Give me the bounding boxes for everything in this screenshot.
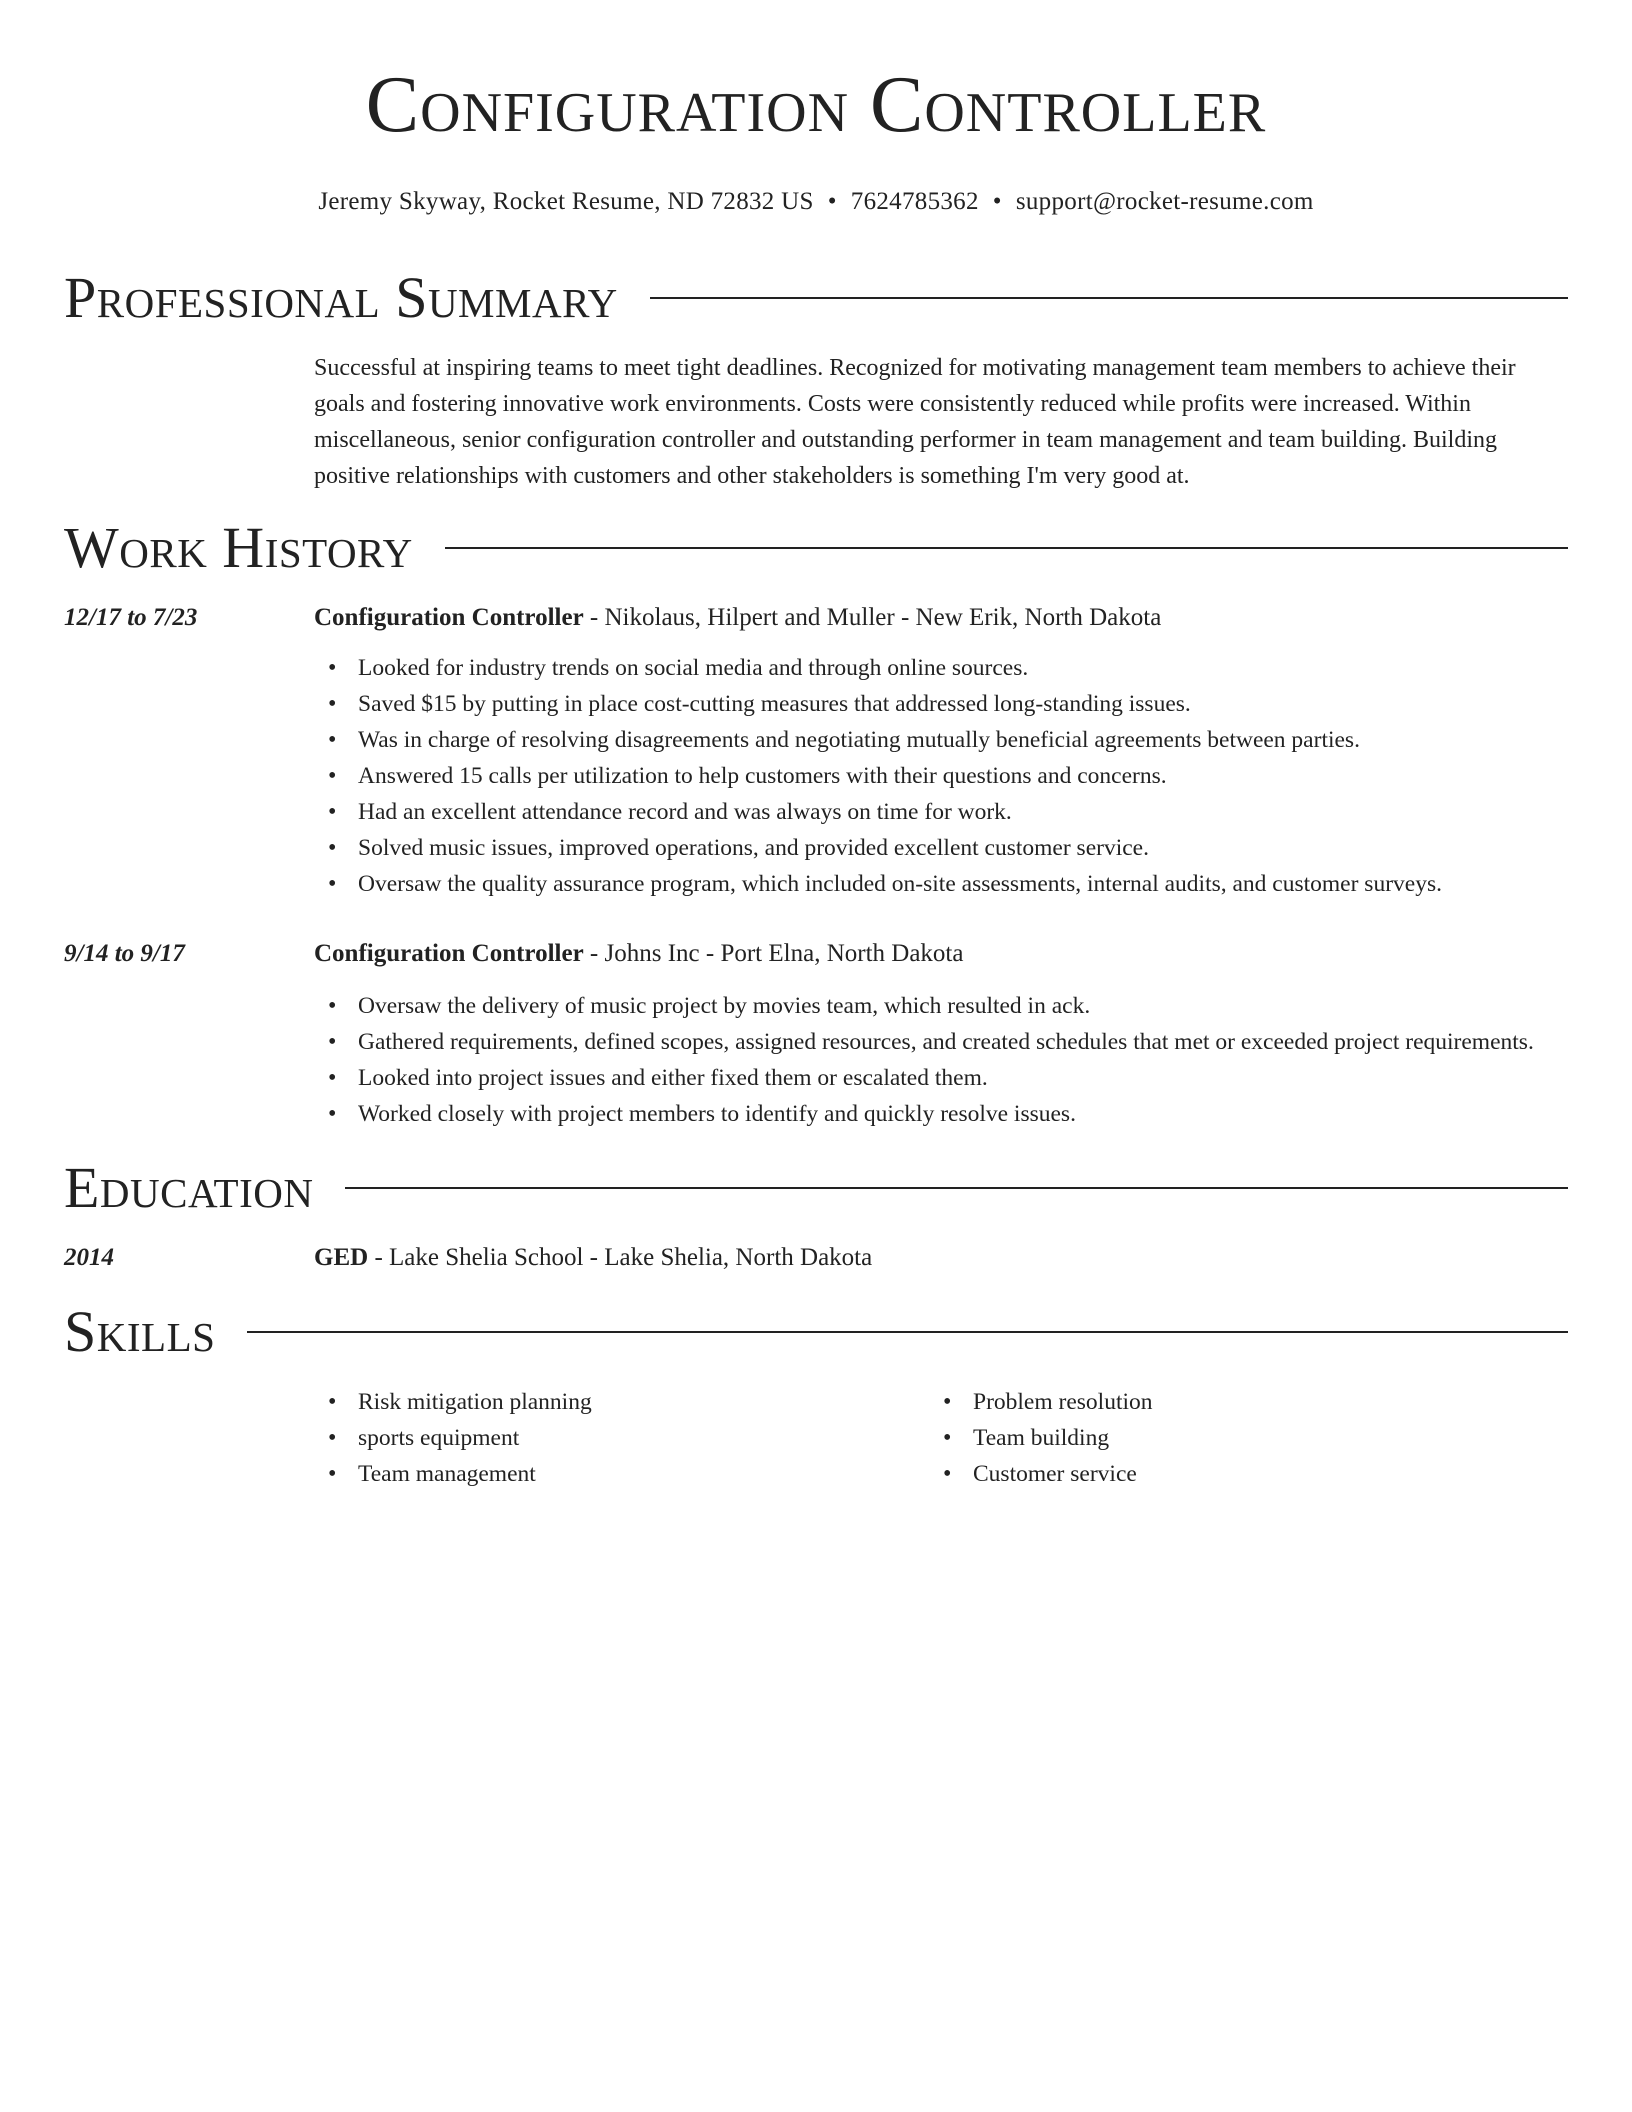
skills-column-right	[929, 1384, 1544, 1492]
skills-section-title: Skills	[64, 1299, 216, 1364]
job-bullet: • Oversaw the quality assurance program, which included on-site assessments, internal audits, and customer surveys.	[314, 866, 1568, 902]
contact-email: support@rocket-resume.com	[1015, 188, 1314, 215]
job-entry	[64, 600, 1568, 902]
job-details: - Nikolaus, Hilpert and Muller - New Erik, North Dakota	[583, 604, 1162, 631]
contact-line	[64, 186, 1568, 218]
job-title-line	[314, 936, 1568, 972]
section-divider	[345, 1187, 1568, 1189]
section-divider	[445, 547, 1568, 549]
contact-address: Jeremy Skyway, Rocket Resume, ND 72832 US	[318, 188, 814, 215]
skill-item: • sports equipment	[314, 1420, 929, 1456]
job-body	[314, 600, 1568, 902]
education-details: - Lake Shelia School - Lake Shelia, North Dakota	[368, 1244, 873, 1271]
summary-section-header	[64, 266, 1568, 330]
job-title-line	[314, 600, 1568, 636]
summary-section-title: Professional Summary	[64, 265, 618, 330]
job-bullet: • Worked closely with project members to identify and quickly resolve issues.	[314, 1096, 1568, 1132]
job-role: Configuration Controller	[314, 940, 584, 967]
job-dates: 12/17 to 7/23	[64, 604, 198, 631]
skill-item: • Problem resolution	[929, 1384, 1544, 1420]
education-entry	[64, 1240, 1568, 1276]
job-bullet: • Looked for industry trends on social media and through online sources.	[314, 650, 1568, 686]
job-bullet: • Looked into project issues and either fixed them or escalated them.	[314, 1060, 1568, 1096]
job-bullet: • Was in charge of resolving disagreements and negotiating mutually beneficial agreements between parties.	[314, 722, 1568, 758]
skill-item: • Team building	[929, 1420, 1544, 1456]
education-degree: GED	[314, 1244, 369, 1271]
skills-section-header	[64, 1300, 1568, 1364]
section-divider	[247, 1331, 1568, 1333]
education-line	[314, 1240, 1568, 1276]
section-divider	[650, 297, 1568, 299]
job-body	[314, 936, 1568, 1132]
job-bullet: • Gathered requirements, defined scopes, assigned resources, and created schedules that met or exceeded project requirements.	[314, 1024, 1568, 1060]
job-bullet: • Had an excellent attendance record and was always on time for work.	[314, 794, 1568, 830]
skills-grid	[314, 1384, 1568, 1492]
skill-item: • Customer service	[929, 1456, 1544, 1492]
contact-separator: •	[827, 188, 837, 215]
education-section-header	[64, 1156, 1568, 1220]
job-details: - Johns Inc - Port Elna, North Dakota	[583, 940, 964, 967]
education-year: 2014	[64, 1244, 114, 1271]
job-dates: 9/14 to 9/17	[64, 940, 185, 967]
skill-item: • Risk mitigation planning	[314, 1384, 929, 1420]
skills-column-left	[314, 1384, 929, 1492]
job-bullets	[314, 988, 1568, 1132]
job-bullet: • Answered 15 calls per utilization to help customers with their questions and concerns.	[314, 758, 1568, 794]
summary-text: Successful at inspiring teams to meet tight deadlines. Recognized for motivating management team members to achieve their goals and fostering innovative work environments. Costs were consistently reduced while profits were increased. Within miscellaneous, senior configuration controller and outstanding performer in team management and team building. Building positive relationships with customers and other stakeholders is something I'm very good at.	[314, 355, 1516, 489]
work-section-header	[64, 516, 1568, 580]
resume-name: Configuration Controller	[365, 61, 1267, 149]
job-bullet: • Oversaw the delivery of music project by movies team, which resulted in ack.	[314, 988, 1568, 1024]
education-section-title: Education	[64, 1155, 314, 1220]
job-bullets	[314, 650, 1568, 902]
contact-separator: •	[992, 188, 1002, 215]
job-bullet: • Saved $15 by putting in place cost-cutting measures that addressed long-standing issues.	[314, 686, 1568, 722]
work-section-title: Work History	[64, 515, 413, 580]
job-bullet: • Solved music issues, improved operations, and provided excellent customer service.	[314, 830, 1568, 866]
job-entry	[64, 936, 1568, 1132]
skill-item: • Team management	[314, 1456, 929, 1492]
contact-phone: 7624785362	[850, 188, 979, 215]
job-role: Configuration Controller	[314, 604, 584, 631]
